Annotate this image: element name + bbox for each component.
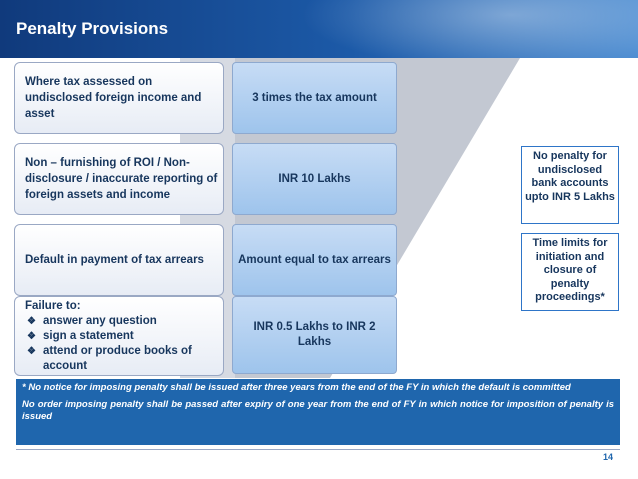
penalty-row-2 [14,143,397,219]
callout-bank-accounts: No penalty for undisclosed bank accounts upto INR 5 Lakhs [521,146,619,224]
condition-title: Failure to: [25,300,81,312]
penalty-text: INR 10 Lakhs [278,172,351,185]
footnote-1: * No notice for imposing penalty shall be issued after three years from the end of the FY in which the default is committed [22,382,571,393]
page-number: 14 [603,452,614,462]
condition-text: Non – furnishing of ROI / Non-disclosure / inaccurate reporting of foreign assets and income [25,157,218,201]
penalty-row-3 [14,224,397,300]
penalty-box [232,296,397,374]
penalty-box [232,224,397,296]
failure-item: ❖ answer any question [25,314,219,329]
failure-list [25,314,219,374]
condition-text: Default in payment of tax arrears [25,254,204,266]
callout-time-limits: Time limits for initiation and closure of penalty proceedings* [521,233,619,311]
penalty-box [232,143,397,215]
penalty-row-1 [14,62,397,138]
failure-item: ❖ sign a statement [25,329,219,344]
footnote-2: No order imposing penalty shall be passed after expiry of one year from the end of FY in which notice for imposition of penalty is issued [22,399,614,422]
condition-box [14,143,224,215]
condition-box [14,296,224,376]
penalty-box [232,62,397,134]
penalty-text: Amount equal to tax arrears [238,253,391,266]
penalty-row-4 [14,296,397,376]
condition-text: Where tax assessed on undisclosed foreign income and asset [25,76,202,120]
penalty-text: 3 times the tax amount [252,91,377,104]
footnotes-box [16,379,620,445]
condition-list [25,297,219,375]
footer-divider [16,449,620,450]
failure-item: ❖ attend or produce books of account [25,344,219,374]
page-title: Penalty Provisions [16,19,169,38]
condition-box [14,62,224,134]
condition-box [14,224,224,296]
penalty-text: INR 0.5 Lakhs to INR 2 Lakhs [253,321,376,348]
